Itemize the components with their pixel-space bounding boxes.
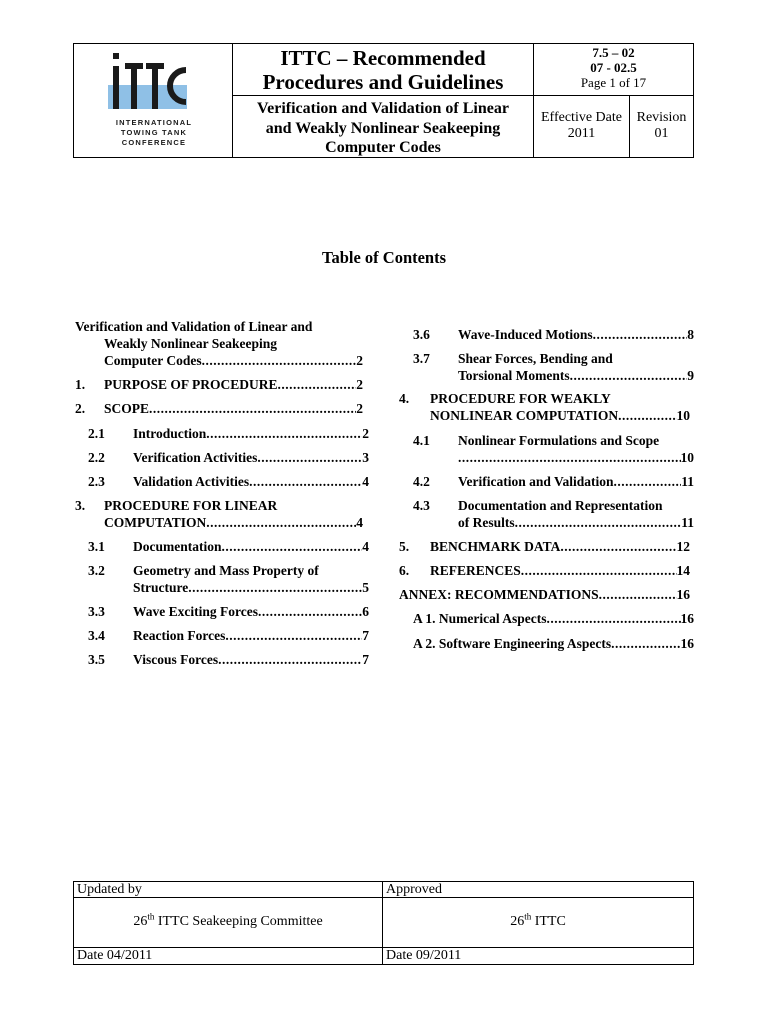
toc-entry[interactable] <box>88 652 369 669</box>
toc-entry-number: 3.1 <box>88 539 105 554</box>
toc-entry[interactable] <box>413 636 694 653</box>
toc-entry-line <box>104 336 363 353</box>
approver-name: ITTC <box>531 914 566 929</box>
toc-page-number: 2 <box>356 377 363 392</box>
toc-page-number: 9 <box>687 368 694 383</box>
subtitle-line-3: Computer Codes <box>325 139 441 156</box>
toc-entry[interactable] <box>399 539 690 556</box>
toc-entry-text: PURPOSE OF PROCEDURE <box>104 377 278 392</box>
toc-entry-line <box>413 636 694 653</box>
ittc-logo <box>74 44 233 157</box>
toc-entry-text: A 2. Software Engineering Aspects <box>413 636 612 651</box>
toc-page-number: 16 <box>676 587 690 602</box>
toc-dot-leader <box>149 401 356 418</box>
toc-entry-text: REFERENCES <box>430 563 521 578</box>
approved-label: Approved <box>383 882 693 898</box>
toc-entry[interactable] <box>75 377 363 394</box>
toc-entry[interactable] <box>88 450 369 467</box>
toc-entry-line <box>133 563 369 580</box>
toc-dot-leader <box>593 327 688 344</box>
toc-entry-line <box>133 474 369 491</box>
toc-entry-number: 3. <box>75 498 86 513</box>
toc-entry-text: Computer Codes <box>104 353 202 368</box>
toc-entry-text: Weakly Nonlinear Seakeeping <box>104 336 278 351</box>
subtitle-line-1: Verification and Validation of Linear <box>257 100 509 117</box>
toc-dot-leader <box>222 539 363 556</box>
toc-entry[interactable] <box>413 327 694 344</box>
toc-dot-leader <box>458 450 681 467</box>
toc-entry-line <box>104 377 363 394</box>
toc-dot-leader <box>614 474 682 491</box>
toc-entry-line <box>458 450 694 467</box>
toc-entry-text: Structure <box>133 580 189 595</box>
doc-number-line-1: 7.5 – 02 <box>592 45 635 60</box>
toc-entry-line <box>458 433 694 450</box>
effective-date-value: 2011 <box>567 126 596 141</box>
toc-page-number: 2 <box>356 401 363 416</box>
toc-entry-line <box>458 327 694 344</box>
page-label: Page 1 of 17 <box>580 75 647 90</box>
toc-entry-line <box>430 539 690 556</box>
logo-text-line-1: INTERNATIONAL <box>115 118 193 127</box>
approval-table <box>73 881 694 965</box>
toc-entry-line <box>133 652 369 669</box>
toc-entry-text: Geometry and Mass Property of <box>133 563 319 578</box>
toc-entry[interactable] <box>399 587 690 604</box>
toc-entry-text: Verification Activities <box>133 450 258 465</box>
toc-page-number: 8 <box>687 327 694 342</box>
toc-dot-leader <box>257 450 362 467</box>
toc-entry-number: 3.3 <box>88 604 105 619</box>
toc-entry-text: of Results <box>458 515 515 530</box>
toc-dot-leader <box>570 368 688 385</box>
revision-label: Revision <box>636 110 687 125</box>
toc-entry-text: Wave-Induced Motions <box>458 327 593 342</box>
updated-by-label: Updated by <box>74 882 383 898</box>
revision-value: 01 <box>654 126 669 141</box>
approver-ordinal-suffix: th <box>524 911 532 922</box>
toc-entry-number: 4.3 <box>413 498 430 513</box>
toc-entry-text: Verification and Validation of Linear and <box>75 319 313 334</box>
toc-entry[interactable] <box>413 498 694 532</box>
toc-page-number: 6 <box>362 604 369 619</box>
toc-entry-text: SCOPE <box>104 401 150 416</box>
toc-entry-text: NONLINEAR COMPUTATION <box>430 408 619 423</box>
toc-title: Table of Contents <box>321 248 447 267</box>
toc-entry-text: COMPUTATION <box>104 515 207 530</box>
toc-page-number: 7 <box>362 652 369 667</box>
toc-page-number: 7 <box>362 628 369 643</box>
title-line-1: ITTC – Recommended <box>280 46 486 70</box>
toc-dot-leader <box>546 611 680 628</box>
toc-entry-line <box>75 319 363 336</box>
toc-page-number: 16 <box>680 611 694 626</box>
toc-entry[interactable] <box>413 474 694 491</box>
document-header-table <box>73 43 694 158</box>
toc-dot-leader <box>618 408 676 425</box>
toc-dot-leader <box>278 377 357 394</box>
toc-entry-text: Validation Activities <box>133 474 250 489</box>
date-updated: Date 04/2011 <box>74 948 383 964</box>
toc-entry-number: 3.6 <box>413 327 430 342</box>
toc-dot-leader <box>599 587 677 604</box>
toc-entry-line <box>133 426 369 443</box>
toc-entry-number: 2. <box>75 401 86 416</box>
toc-dot-leader <box>521 563 677 580</box>
toc-dot-leader <box>515 515 682 532</box>
toc-entry-line <box>458 498 694 515</box>
toc-entry-line <box>458 474 694 491</box>
toc-entry-number: 4. <box>399 391 410 406</box>
toc-dot-leader <box>258 604 362 621</box>
committee-ordinal-suffix: th <box>147 911 155 922</box>
toc-entry-number: 4.1 <box>413 433 430 448</box>
toc-entry[interactable] <box>399 391 690 425</box>
subtitle-line-2: and Weakly Nonlinear Seakeeping <box>265 119 501 137</box>
toc-entry[interactable] <box>413 611 694 628</box>
logo-text-line-3: CONFERENCE <box>121 138 187 147</box>
toc-entry-number: 2.3 <box>88 474 105 489</box>
effective-date-cell <box>534 96 630 157</box>
toc-dot-leader <box>206 426 362 443</box>
toc-page-number: 11 <box>681 515 694 530</box>
toc-entry-line <box>430 408 690 425</box>
toc-entry-number: 3.2 <box>88 563 105 578</box>
toc-dot-leader <box>611 636 680 653</box>
toc-entry[interactable] <box>75 319 363 370</box>
date-approved: Date 09/2011 <box>386 948 462 963</box>
toc-dot-leader <box>188 580 362 597</box>
toc-entry-line <box>458 515 694 532</box>
toc-entry[interactable] <box>75 498 363 532</box>
updated-by-committee <box>74 898 383 948</box>
toc-entry-text: Documentation <box>133 539 222 554</box>
revision-cell <box>630 96 693 157</box>
toc-entry-text: PROCEDURE FOR WEAKLY <box>430 391 611 406</box>
toc-page-number: 5 <box>362 580 369 595</box>
approver-ordinal: 26 <box>510 914 525 929</box>
toc-entry[interactable] <box>75 401 363 418</box>
toc-entry[interactable] <box>88 539 369 556</box>
toc-page-number: 11 <box>681 474 694 489</box>
toc-dot-leader <box>206 515 356 532</box>
toc-entry-line <box>133 604 369 621</box>
toc-entry-text: BENCHMARK DATA <box>430 539 561 554</box>
toc-entry[interactable] <box>88 604 369 621</box>
doc-number-line-2: 07 - 02.5 <box>590 60 637 75</box>
toc-dot-leader <box>560 539 676 556</box>
toc-page-number: 10 <box>676 408 690 423</box>
toc-entry-number: 1. <box>75 377 86 392</box>
toc-entry-line <box>399 587 690 604</box>
toc-entry-line <box>430 563 690 580</box>
toc-entry-line <box>104 498 363 515</box>
toc-entry-text: A 1. Numerical Aspects <box>413 611 547 626</box>
toc-page-number: 16 <box>680 636 694 651</box>
toc-dot-leader <box>202 353 357 370</box>
toc-entry-text: Torsional Moments <box>458 368 570 383</box>
toc-entry-line <box>458 368 694 385</box>
toc-page-number: 4 <box>356 515 363 530</box>
toc-entry-number: 3.5 <box>88 652 105 667</box>
document-number-cell <box>534 44 693 96</box>
toc-entry-number: 3.7 <box>413 351 430 366</box>
toc-entry[interactable] <box>88 628 369 645</box>
committee-ordinal: 26 <box>133 914 148 929</box>
toc-page-number: 2 <box>356 353 363 368</box>
toc-entry[interactable] <box>399 563 690 580</box>
toc-entry-text: Viscous Forces <box>133 652 219 667</box>
toc-entry-line <box>133 580 369 597</box>
document-title <box>233 44 534 96</box>
toc-entry-text: Shear Forces, Bending and <box>458 351 613 366</box>
toc-page-number: 12 <box>676 539 690 554</box>
toc-entry-line <box>104 353 363 370</box>
toc-entry-line <box>133 628 369 645</box>
toc-entry-number: 3.4 <box>88 628 105 643</box>
toc-entry-number: 5. <box>399 539 410 554</box>
toc-entry-text: Reaction Forces <box>133 628 226 643</box>
toc-page-number: 14 <box>676 563 690 578</box>
toc-page-number: 4 <box>362 539 369 554</box>
toc-entry[interactable] <box>413 433 694 467</box>
toc-entry[interactable] <box>88 426 369 443</box>
committee-name: ITTC Seakeeping Committee <box>154 914 323 929</box>
toc-entry[interactable] <box>88 474 369 491</box>
document-subtitle <box>233 96 534 157</box>
toc-entry-number: 4.2 <box>413 474 430 489</box>
toc-dot-leader <box>225 628 362 645</box>
toc-page-number: 2 <box>362 426 369 441</box>
toc-entry-text: PROCEDURE FOR LINEAR <box>104 498 278 513</box>
toc-entry-number: 2.2 <box>88 450 105 465</box>
toc-entry[interactable] <box>88 563 369 597</box>
toc-dot-leader <box>249 474 362 491</box>
toc-entry-line <box>133 450 369 467</box>
toc-entry-line <box>133 539 369 556</box>
toc-entry-line <box>430 391 690 408</box>
toc-entry-line <box>104 401 363 418</box>
toc-entry-text: Wave Exciting Forces <box>133 604 258 619</box>
toc-entry-text: Introduction <box>133 426 207 441</box>
title-line-2: Procedures and Guidelines <box>262 70 504 94</box>
toc-page-number: 10 <box>680 450 694 465</box>
toc-entry-line <box>413 611 694 628</box>
toc-page-number: 4 <box>362 474 369 489</box>
toc-entry-number: 2.1 <box>88 426 105 441</box>
toc-entry-number: 6. <box>399 563 410 578</box>
toc-dot-leader <box>218 652 362 669</box>
toc-entry-line <box>104 515 363 532</box>
toc-entry-text: Nonlinear Formulations and Scope <box>458 433 660 448</box>
toc-entry-text: ANNEX: RECOMMENDATIONS <box>399 587 599 602</box>
toc-entry-text: Documentation and Representation <box>458 498 663 513</box>
toc-entry-text: Verification and Validation <box>458 474 614 489</box>
logo-text-line-2: TOWING TANK <box>120 128 188 137</box>
approver <box>383 898 693 948</box>
toc-entry[interactable] <box>413 351 694 385</box>
toc-page-number: 3 <box>362 450 369 465</box>
effective-date-label: Effective Date <box>541 110 622 125</box>
toc-entry-line <box>458 351 694 368</box>
